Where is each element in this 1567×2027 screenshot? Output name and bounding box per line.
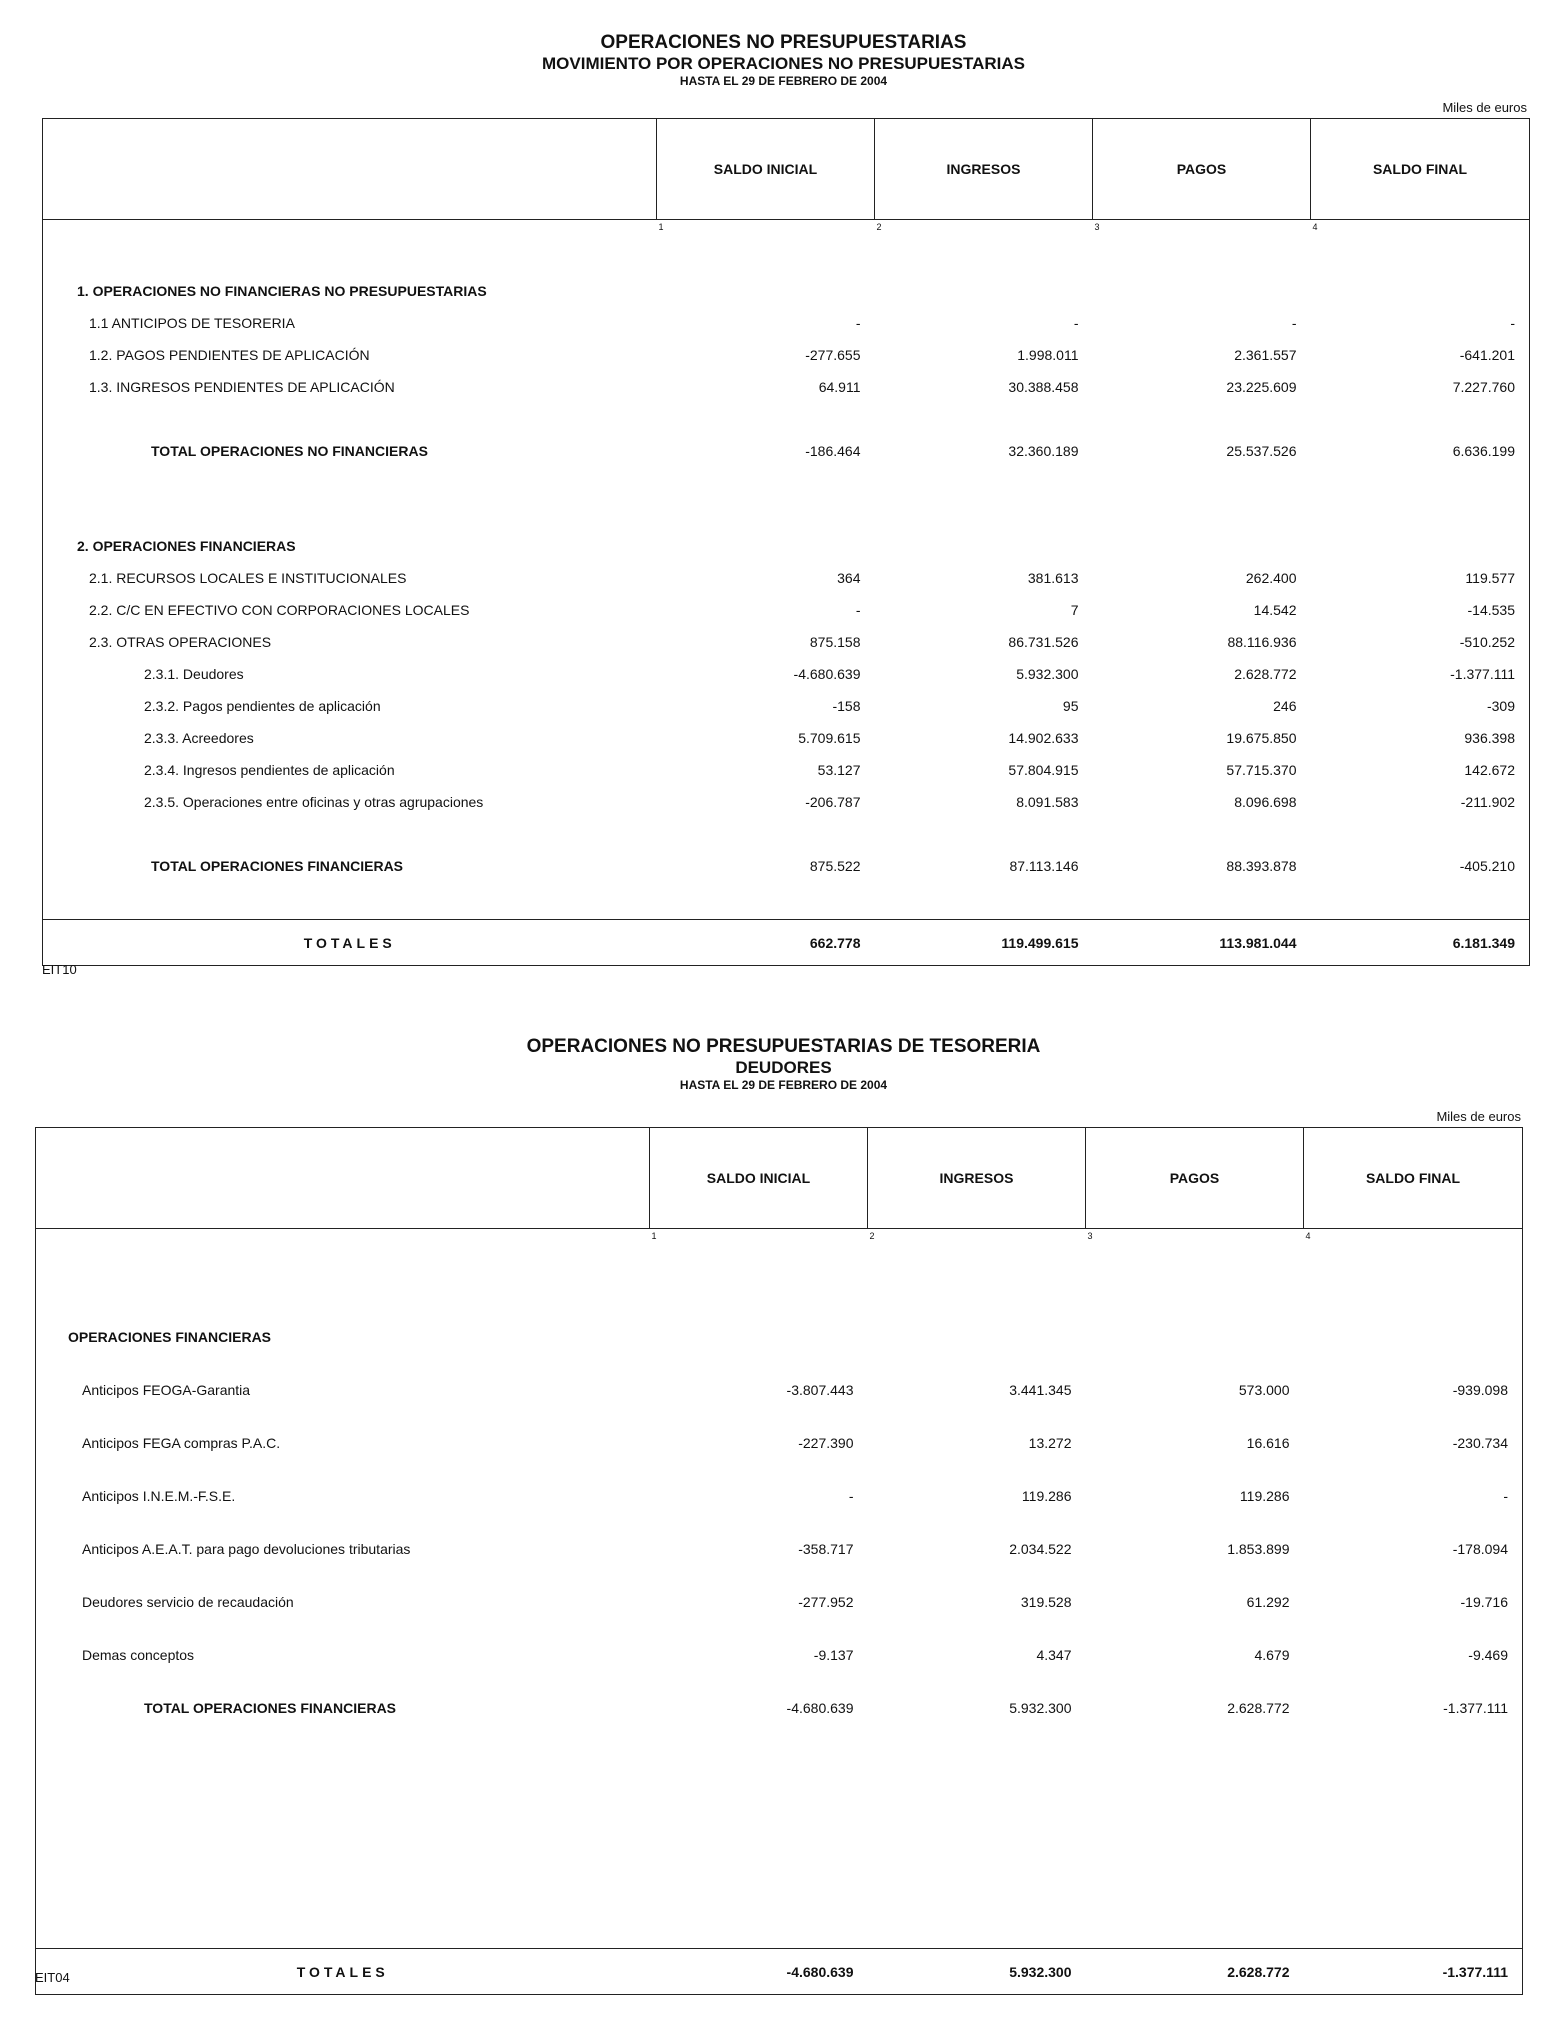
report2-header-pagos: PAGOS <box>1086 1128 1304 1229</box>
row-label: 1.1 ANTICIPOS DE TESORERIA <box>89 314 295 331</box>
report2-header-ingresos: INGRESOS <box>868 1128 1086 1229</box>
report2-header-blank <box>36 1128 650 1229</box>
cell-saldo-final: 936.398 <box>1464 729 1515 746</box>
report2-header-saldo-final: SALDO FINAL <box>1304 1128 1523 1229</box>
cell-pagos: 246 <box>1273 697 1297 714</box>
total-pagos: 2.628.772 <box>1086 1949 1304 1995</box>
cell-pagos: 25.537.526 <box>1226 442 1297 459</box>
cell-ingresos: 5.932.300 <box>1016 665 1079 682</box>
cell-saldo-inicial: - <box>848 1488 854 1504</box>
cell-saldo-inicial: -206.787 <box>805 793 861 810</box>
cell-saldo-final <box>1304 1311 1523 1364</box>
report1-row <box>43 754 1530 786</box>
report1-row <box>43 562 1530 594</box>
row-label: OPERACIONES FINANCIERAS <box>68 1329 272 1345</box>
row-label: Deudores servicio de recaudación <box>82 1594 294 1610</box>
row-label: Anticipos A.E.A.T. para pago devoluciones tributarias <box>82 1541 411 1557</box>
report1-title: OPERACIONES NO PRESUPUESTARIAS <box>600 32 967 53</box>
cell-pagos: 16.616 <box>1246 1435 1290 1451</box>
row-label: 2.1. RECURSOS LOCALES E INSTITUCIONALES <box>89 569 407 586</box>
report1-header-pagos: PAGOS <box>1093 119 1311 220</box>
row-label: 1.3. INGRESOS PENDIENTES DE APLICACIÓN <box>89 378 395 395</box>
report2-row <box>36 1364 1523 1417</box>
row-label: Anticipos FEGA compras P.A.C. <box>82 1435 281 1451</box>
cell-ingresos: - <box>1073 314 1079 331</box>
report2-row <box>36 1523 1523 1576</box>
cell-ingresos <box>875 275 1093 307</box>
cell-pagos: 4.679 <box>1254 1647 1290 1663</box>
report2-row <box>36 1576 1523 1629</box>
cell-ingresos: 32.360.189 <box>1008 442 1079 459</box>
report2-code: EIT04 <box>35 1970 70 1985</box>
cell-saldo-inicial: -277.655 <box>805 346 861 363</box>
report2-colnum-row <box>36 1229 1523 1311</box>
report2-units: Miles de euros <box>1436 1109 1521 1124</box>
cell-saldo-inicial: -227.390 <box>798 1435 854 1451</box>
report2-title: OPERACIONES NO PRESUPUESTARIAS DE TESORERIA <box>526 1036 1041 1057</box>
report1-header-saldo-inicial: SALDO INICIAL <box>657 119 875 220</box>
report1-spacer <box>43 467 1530 530</box>
report2-colnum: 3 <box>1087 1231 1093 1241</box>
cell-ingresos: 381.613 <box>1027 569 1079 586</box>
cell-saldo-final: -19.716 <box>1460 1594 1508 1610</box>
cell-pagos: 23.225.609 <box>1226 378 1297 395</box>
cell-saldo-final: 6.636.199 <box>1452 442 1515 459</box>
row-label: 2.3.5. Operaciones entre oficinas y otras agrupaciones <box>144 793 484 810</box>
row-label: Anticipos FEOGA-Garantia <box>82 1382 251 1398</box>
cell-pagos: 2.628.772 <box>1227 1700 1290 1716</box>
report2-header-saldo-inicial: SALDO INICIAL <box>650 1128 868 1229</box>
report1-spacer <box>43 403 1530 435</box>
cell-saldo-final: -1.377.111 <box>1443 1700 1508 1716</box>
report1-subtitle: MOVIMIENTO POR OPERACIONES NO PRESUPUESTARIAS <box>542 54 1025 73</box>
cell-pagos: 88.116.936 <box>1227 633 1297 650</box>
report1-header-row <box>43 119 1530 220</box>
cell-saldo-final: -1.377.111 <box>1450 665 1515 682</box>
report1-totals-row <box>43 920 1530 966</box>
report1-row <box>43 339 1530 371</box>
row-label: Anticipos I.N.E.M.-F.S.E. <box>82 1488 236 1504</box>
report1-code: EIT10 <box>42 962 77 977</box>
cell-ingresos: 57.804.915 <box>1008 761 1079 778</box>
cell-saldo-final: -211.902 <box>1460 793 1515 810</box>
report1-colnum: 4 <box>1312 222 1318 232</box>
cell-saldo-inicial: 5.709.615 <box>798 729 861 746</box>
cell-saldo-inicial: -3.807.443 <box>786 1382 854 1398</box>
report1-row <box>43 690 1530 722</box>
cell-ingresos: 87.113.146 <box>1009 857 1079 874</box>
report1-row <box>43 786 1530 818</box>
cell-pagos: 119.286 <box>1239 1488 1290 1504</box>
report1-row-section <box>43 275 1530 307</box>
row-label: 2.3.4. Ingresos pendientes de aplicación <box>144 761 395 778</box>
report1-spacer <box>43 882 1530 920</box>
report2-row-total <box>36 1682 1523 1735</box>
report1-table <box>42 118 1530 966</box>
cell-ingresos: 5.932.300 <box>1009 1700 1072 1716</box>
cell-pagos: - <box>1291 314 1297 331</box>
cell-saldo-final: -510.252 <box>1459 633 1515 650</box>
total-pagos: 113.981.044 <box>1093 920 1311 966</box>
cell-saldo-inicial: 64.911 <box>818 378 861 395</box>
report1-row <box>43 371 1530 403</box>
cell-pagos: 8.096.698 <box>1234 793 1297 810</box>
cell-ingresos: 2.034.522 <box>1009 1541 1072 1557</box>
report2-date: HASTA EL 29 DE FEBRERO DE 2004 <box>679 1078 888 1092</box>
cell-saldo-final: -939.098 <box>1452 1382 1508 1398</box>
report1-row <box>43 594 1530 626</box>
report1-title-block <box>0 32 1567 89</box>
cell-pagos: 2.361.557 <box>1234 346 1297 363</box>
report1-units: Miles de euros <box>1442 100 1527 115</box>
cell-ingresos: 119.286 <box>1021 1488 1072 1504</box>
cell-saldo-inicial: -358.717 <box>798 1541 854 1557</box>
report1-colnum: 2 <box>876 222 882 232</box>
report1-header-saldo-final: SALDO FINAL <box>1311 119 1530 220</box>
report2-table <box>35 1127 1523 1995</box>
report1-colnum-row <box>43 220 1530 275</box>
cell-saldo-final: - <box>1510 314 1515 331</box>
report2-row-section <box>36 1311 1523 1364</box>
row-label: Demas conceptos <box>82 1647 195 1663</box>
total-ingresos: 119.499.615 <box>875 920 1093 966</box>
report2-colnum: 1 <box>651 1231 657 1241</box>
row-label: 2. OPERACIONES FINANCIERAS <box>77 537 296 554</box>
cell-ingresos: 7 <box>1070 601 1079 618</box>
row-label: TOTAL OPERACIONES FINANCIERAS <box>151 857 404 874</box>
row-label: TOTAL OPERACIONES NO FINANCIERAS <box>151 442 428 459</box>
report1-date: HASTA EL 29 DE FEBRERO DE 2004 <box>679 74 888 88</box>
cell-saldo-final: -9.469 <box>1468 1647 1508 1663</box>
cell-ingresos: 13.272 <box>1028 1435 1072 1451</box>
cell-ingresos: 3.441.345 <box>1009 1382 1072 1398</box>
report1-spacer <box>43 818 1530 850</box>
cell-pagos: 262.400 <box>1245 569 1297 586</box>
report2-spacer <box>36 1735 1523 1949</box>
report1-colnum: 1 <box>658 222 664 232</box>
cell-ingresos: 4.347 <box>1036 1647 1072 1663</box>
row-label: 1. OPERACIONES NO FINANCIERAS NO PRESUPUESTARIAS <box>77 282 487 299</box>
cell-saldo-inicial: -4.680.639 <box>786 1700 854 1716</box>
cell-pagos: 2.628.772 <box>1234 665 1297 682</box>
report1-row <box>43 307 1530 339</box>
row-label: TOTAL OPERACIONES FINANCIERAS <box>144 1700 397 1716</box>
cell-saldo-final: 7.227.760 <box>1452 378 1515 395</box>
cell-saldo-inicial: -9.137 <box>813 1647 854 1663</box>
cell-saldo-final: -178.094 <box>1452 1541 1508 1557</box>
total-saldo-final: -1.377.111 <box>1304 1949 1523 1995</box>
cell-ingresos <box>875 530 1093 562</box>
report2-colnum: 2 <box>869 1231 875 1241</box>
cell-saldo-final: -641.201 <box>1459 346 1515 363</box>
report1-header-ingresos: INGRESOS <box>875 119 1093 220</box>
cell-saldo-final: - <box>1503 1488 1508 1504</box>
cell-saldo-final <box>1311 530 1530 562</box>
cell-pagos <box>1086 1311 1304 1364</box>
cell-pagos: 61.292 <box>1246 1594 1290 1610</box>
cell-pagos <box>1093 530 1311 562</box>
cell-ingresos <box>868 1311 1086 1364</box>
cell-saldo-inicial: 364 <box>837 569 861 586</box>
cell-saldo-inicial <box>657 530 875 562</box>
cell-saldo-inicial: -277.952 <box>798 1594 854 1610</box>
row-label: 2.3.3. Acreedores <box>144 729 254 746</box>
cell-pagos: 19.675.850 <box>1226 729 1297 746</box>
row-label: 2.3.1. Deudores <box>144 665 244 682</box>
cell-saldo-final: 119.577 <box>1465 569 1515 586</box>
cell-saldo-inicial: 875.158 <box>809 633 861 650</box>
cell-saldo-inicial: -4.680.639 <box>793 665 861 682</box>
cell-saldo-inicial <box>650 1311 868 1364</box>
report1-row <box>43 658 1530 690</box>
report1-colnum: 3 <box>1094 222 1100 232</box>
report1-header-blank <box>43 119 657 220</box>
report2-header-row <box>36 1128 1523 1229</box>
cell-pagos: 573.000 <box>1238 1382 1290 1398</box>
report1-row-section <box>43 530 1530 562</box>
row-label: 2.3.2. Pagos pendientes de aplicación <box>144 697 381 714</box>
cell-ingresos: 86.731.526 <box>1008 633 1079 650</box>
cell-ingresos: 14.902.633 <box>1008 729 1079 746</box>
row-label: 2.2. C/C EN EFECTIVO CON CORPORACIONES LOCALES <box>89 601 470 618</box>
cell-saldo-inicial: - <box>855 601 861 618</box>
cell-ingresos: 8.091.583 <box>1016 793 1079 810</box>
cell-saldo-inicial: -158 <box>832 697 861 714</box>
cell-saldo-final: -14.535 <box>1467 601 1515 618</box>
cell-saldo-final: -405.210 <box>1459 857 1515 874</box>
report2-title-block <box>0 1036 1567 1093</box>
totals-label: TOTALES <box>43 920 657 966</box>
cell-ingresos: 95 <box>1062 697 1079 714</box>
report1-row <box>43 626 1530 658</box>
report2-row <box>36 1470 1523 1523</box>
cell-saldo-inicial: - <box>855 314 861 331</box>
total-saldo-final: 6.181.349 <box>1311 920 1530 966</box>
cell-pagos: 57.715.370 <box>1226 761 1297 778</box>
report1-row <box>43 722 1530 754</box>
report1-row-total <box>43 850 1530 882</box>
cell-saldo-inicial: -186.464 <box>805 442 861 459</box>
cell-pagos: 88.393.878 <box>1226 857 1297 874</box>
cell-saldo-final: 142.672 <box>1464 761 1515 778</box>
cell-ingresos: 319.528 <box>1020 1594 1072 1610</box>
cell-saldo-inicial: 875.522 <box>809 857 861 874</box>
row-label: 1.2. PAGOS PENDIENTES DE APLICACIÓN <box>89 346 370 363</box>
cell-pagos: 14.542 <box>1253 601 1297 618</box>
cell-saldo-final <box>1311 275 1530 307</box>
cell-pagos: 1.853.899 <box>1227 1541 1290 1557</box>
cell-saldo-inicial: 53.127 <box>817 761 861 778</box>
report2-row <box>36 1417 1523 1470</box>
total-saldo-inicial: -4.680.639 <box>650 1949 868 1995</box>
cell-pagos <box>1093 275 1311 307</box>
total-saldo-inicial: 662.778 <box>657 920 875 966</box>
report1-row-total <box>43 435 1530 467</box>
report2-totals-row <box>36 1949 1523 1995</box>
cell-saldo-inicial <box>657 275 875 307</box>
cell-saldo-final: -230.734 <box>1452 1435 1508 1451</box>
cell-ingresos: 1.998.011 <box>1017 346 1079 363</box>
cell-saldo-final: -309 <box>1486 697 1515 714</box>
report2-row <box>36 1629 1523 1682</box>
cell-ingresos: 30.388.458 <box>1008 378 1079 395</box>
report2-subtitle: DEUDORES <box>735 1058 832 1077</box>
totals-label: TOTALES <box>36 1949 650 1995</box>
row-label: 2.3. OTRAS OPERACIONES <box>89 633 272 650</box>
total-ingresos: 5.932.300 <box>868 1949 1086 1995</box>
report2-colnum: 4 <box>1305 1231 1311 1241</box>
